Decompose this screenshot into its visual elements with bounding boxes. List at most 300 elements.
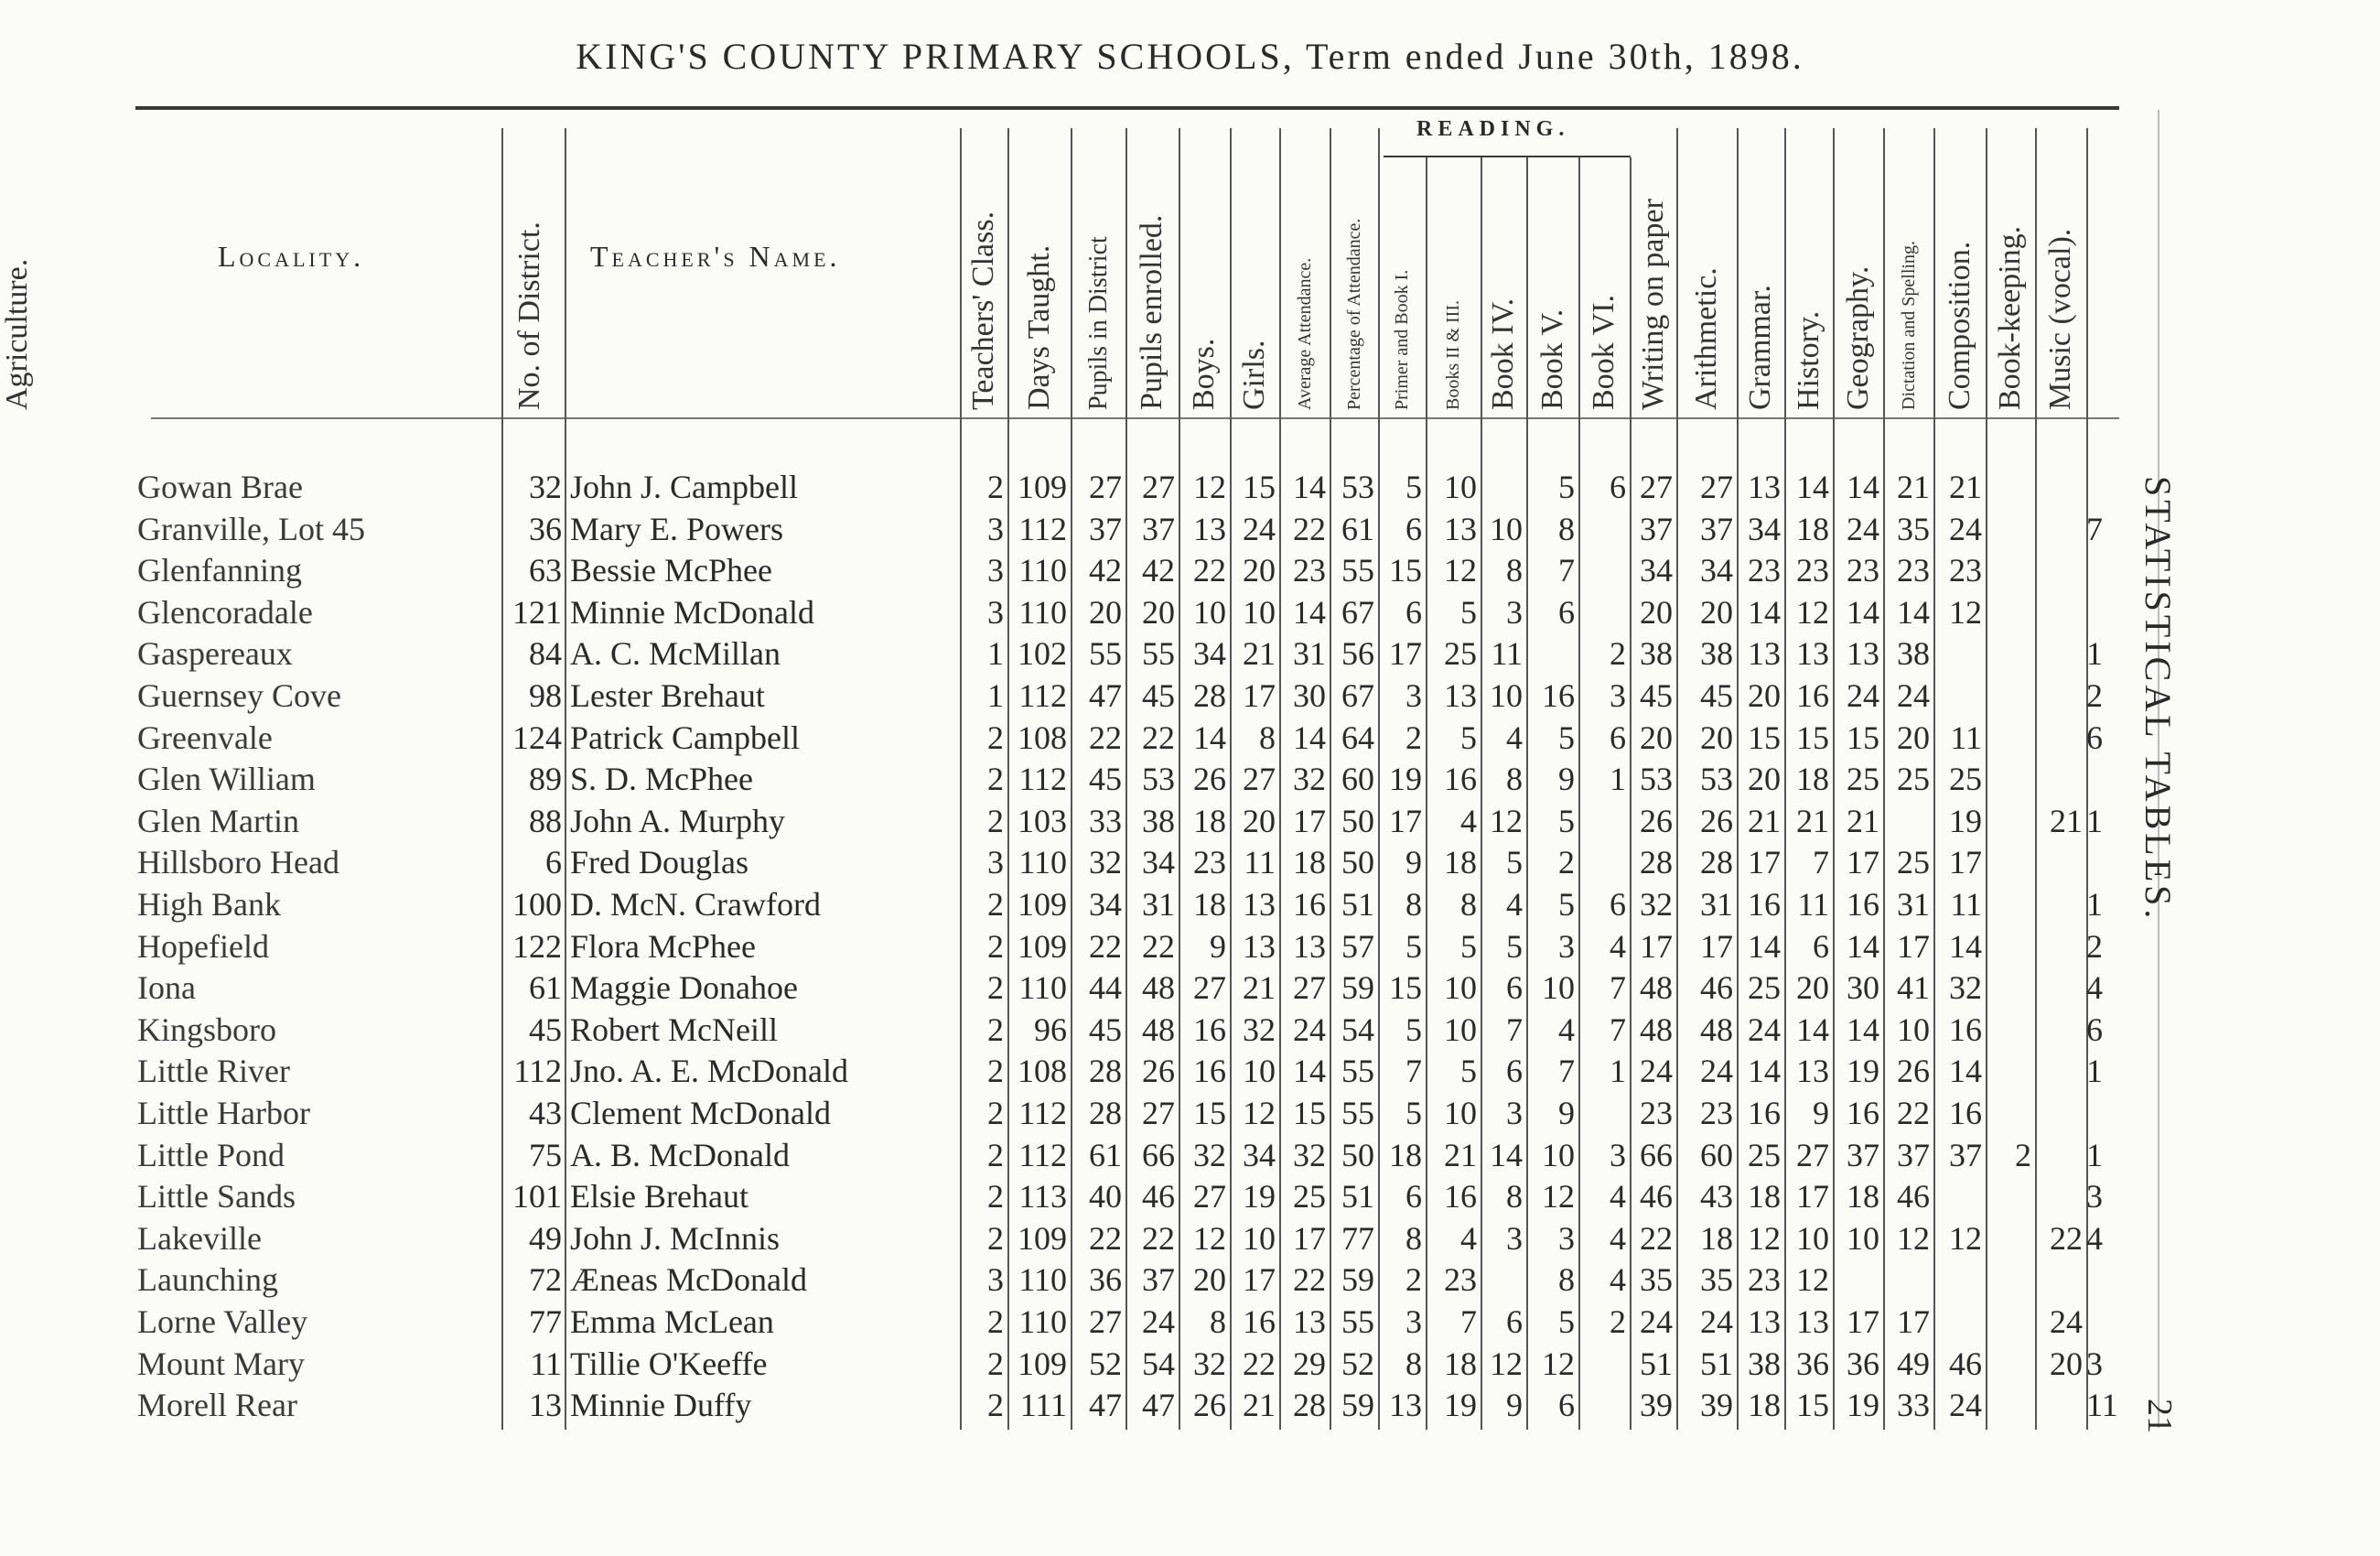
value-cell: 18 xyxy=(1748,1387,1781,1423)
value-cell: 17 xyxy=(1243,677,1276,714)
value-cell: 16 xyxy=(1748,1095,1781,1131)
teacher-cell: Mary E. Powers xyxy=(570,511,783,547)
value-cell: 8 xyxy=(1259,719,1276,756)
value-cell: 44 xyxy=(1089,969,1122,1006)
value-cell: 11 xyxy=(1950,719,1982,756)
value-cell: 17 xyxy=(1700,928,1733,965)
value-cell: 16 xyxy=(1949,1011,1982,1048)
value-cell: 26 xyxy=(1897,1053,1930,1089)
value-cell: 14 xyxy=(1847,928,1879,965)
header-girls: Girls. xyxy=(1237,340,1271,410)
value-cell: 12 xyxy=(1748,1220,1781,1257)
value-cell: 19 xyxy=(1847,1053,1879,1089)
value-cell: 38 xyxy=(1142,803,1175,839)
value-cell: 15 xyxy=(1193,1095,1226,1131)
value-cell: 9 xyxy=(1506,1387,1523,1423)
value-cell: 5 xyxy=(1460,594,1477,631)
value-cell: 25 xyxy=(1444,635,1477,672)
value-cell: 37 xyxy=(1089,511,1122,547)
value-cell: 28 xyxy=(1700,844,1733,881)
value-cell: 1 xyxy=(2086,803,2103,839)
value-cell: 8 xyxy=(1558,1261,1575,1298)
value-cell: 46 xyxy=(1142,1178,1175,1215)
value-cell: 22 xyxy=(1640,1220,1673,1257)
value-cell: 3 xyxy=(987,511,1004,547)
value-cell: 4 xyxy=(1610,1220,1626,1257)
value-cell: 42 xyxy=(1142,552,1175,589)
value-cell: 27 xyxy=(1193,969,1226,1006)
value-cell: 26 xyxy=(1700,803,1733,839)
district-cell: 32 xyxy=(529,469,562,505)
header-composition: Composition. xyxy=(1943,241,1976,410)
teacher-cell: Minnie Duffy xyxy=(570,1387,752,1423)
value-cell: 112 xyxy=(1018,761,1067,797)
value-cell: 13 xyxy=(1748,1303,1781,1340)
value-cell: 5 xyxy=(1460,719,1477,756)
value-cell: 27 xyxy=(1243,761,1276,797)
value-cell: 45 xyxy=(1700,677,1733,714)
value-cell: 31 xyxy=(1700,886,1733,923)
value-cell: 54 xyxy=(1142,1345,1175,1382)
header-bottom-rule xyxy=(151,417,2119,419)
value-cell: 17 xyxy=(1640,928,1673,965)
value-cell: 13 xyxy=(1748,635,1781,672)
value-cell: 34 xyxy=(1700,552,1733,589)
value-cell: 23 xyxy=(1444,1261,1477,1298)
value-cell: 7 xyxy=(1460,1303,1477,1340)
district-cell: 88 xyxy=(529,803,562,839)
header-history: History. xyxy=(1792,310,1825,410)
value-cell: 37 xyxy=(1142,1261,1175,1298)
value-cell: 13 xyxy=(1847,635,1879,672)
value-cell: 13 xyxy=(1293,928,1326,965)
value-cell: 35 xyxy=(1897,511,1930,547)
value-cell: 14 xyxy=(1748,594,1781,631)
teacher-cell: Emma McLean xyxy=(570,1303,774,1340)
value-cell: 52 xyxy=(1341,1345,1374,1382)
value-cell: 24 xyxy=(1847,677,1879,714)
header-primer-and-book-i: Primer and Book I. xyxy=(1392,269,1412,410)
value-cell: 3 xyxy=(2086,1178,2103,1215)
value-cell: 109 xyxy=(1018,1345,1067,1382)
header-days-taught: Days Taught. xyxy=(1022,244,1056,410)
value-cell: 12 xyxy=(1542,1345,1575,1382)
value-cell: 17 xyxy=(1748,844,1781,881)
value-cell: 10 xyxy=(1243,1220,1276,1257)
locality-cell: High Bank xyxy=(137,886,281,923)
value-cell: 19 xyxy=(1444,1387,1477,1423)
value-cell: 28 xyxy=(1089,1053,1122,1089)
value-cell: 16 xyxy=(1243,1303,1276,1340)
value-cell: 18 xyxy=(1193,803,1226,839)
value-cell: 15 xyxy=(1243,469,1276,505)
value-cell: 47 xyxy=(1142,1387,1175,1423)
value-cell: 23 xyxy=(1700,1095,1733,1131)
value-cell: 64 xyxy=(1341,719,1374,756)
page-title: KING'S COUNTY PRIMARY SCHOOLS, Term ended June 30th, 1898. xyxy=(576,36,1804,77)
value-cell: 23 xyxy=(1748,1261,1781,1298)
value-cell: 10 xyxy=(1444,1011,1477,1048)
value-cell: 7 xyxy=(2086,511,2103,547)
value-cell: 55 xyxy=(1142,635,1175,672)
teacher-cell: Robert McNeill xyxy=(570,1011,778,1048)
value-cell: 16 xyxy=(1748,886,1781,923)
value-cell: 17 xyxy=(1243,1261,1276,1298)
value-cell: 4 xyxy=(1460,1220,1477,1257)
district-cell: 61 xyxy=(529,969,562,1006)
value-cell: 16 xyxy=(1847,886,1879,923)
value-cell: 53 xyxy=(1700,761,1733,797)
value-cell: 13 xyxy=(1444,677,1477,714)
value-cell: 19 xyxy=(1847,1387,1879,1423)
value-cell: 9 xyxy=(1813,1095,1829,1131)
value-cell: 20 xyxy=(2050,1345,2083,1382)
value-cell: 50 xyxy=(1341,844,1374,881)
value-cell: 4 xyxy=(1460,803,1477,839)
value-cell: 10 xyxy=(1542,969,1575,1006)
page-number: 21 xyxy=(2140,1399,2179,1433)
value-cell: 6 xyxy=(1506,1053,1523,1089)
value-cell: 108 xyxy=(1018,1053,1067,1089)
value-cell: 22 xyxy=(1293,511,1326,547)
value-cell: 2 xyxy=(2015,1137,2031,1173)
value-cell: 21 xyxy=(1444,1137,1477,1173)
value-cell: 12 xyxy=(1193,469,1226,505)
value-cell: 46 xyxy=(1640,1178,1673,1215)
value-cell: 48 xyxy=(1700,1011,1733,1048)
value-cell: 7 xyxy=(1813,844,1829,881)
value-cell: 34 xyxy=(1193,635,1226,672)
value-cell: 1 xyxy=(987,635,1004,672)
value-cell: 25 xyxy=(1847,761,1879,797)
value-cell: 26 xyxy=(1193,761,1226,797)
value-cell: 5 xyxy=(1405,928,1422,965)
value-cell: 3 xyxy=(987,552,1004,589)
value-cell: 3 xyxy=(1506,1220,1523,1257)
value-cell: 14 xyxy=(1847,469,1879,505)
locality-cell: Gowan Brae xyxy=(137,469,303,505)
value-cell: 40 xyxy=(1089,1178,1122,1215)
value-cell: 21 xyxy=(1748,803,1781,839)
value-cell: 3 xyxy=(987,594,1004,631)
value-cell: 36 xyxy=(1847,1345,1879,1382)
value-cell: 1 xyxy=(987,677,1004,714)
value-cell: 33 xyxy=(1089,803,1122,839)
value-cell: 50 xyxy=(1341,803,1374,839)
value-cell: 14 xyxy=(1293,719,1326,756)
value-cell: 23 xyxy=(1796,552,1829,589)
value-cell: 32 xyxy=(1949,969,1982,1006)
value-cell: 15 xyxy=(1796,719,1829,756)
teacher-cell: John J. Campbell xyxy=(570,469,798,505)
district-cell: 101 xyxy=(512,1178,562,1215)
value-cell: 42 xyxy=(1089,552,1122,589)
value-cell: 49 xyxy=(1897,1345,1930,1382)
value-cell: 51 xyxy=(1700,1345,1733,1382)
value-cell: 21 xyxy=(1847,803,1879,839)
value-cell: 24 xyxy=(1897,677,1930,714)
value-cell: 5 xyxy=(1558,469,1575,505)
value-cell: 112 xyxy=(1018,1095,1067,1131)
value-cell: 8 xyxy=(1405,1345,1422,1382)
value-cell: 22 xyxy=(1243,1345,1276,1382)
value-cell: 26 xyxy=(1193,1387,1226,1423)
value-cell: 14 xyxy=(1796,469,1829,505)
header-book-v: Book V. xyxy=(1535,308,1569,410)
value-cell: 3 xyxy=(987,1261,1004,1298)
district-cell: 84 xyxy=(529,635,562,672)
value-cell: 52 xyxy=(1089,1345,1122,1382)
value-cell: 4 xyxy=(1558,1011,1575,1048)
value-cell: 34 xyxy=(1089,886,1122,923)
value-cell: 13 xyxy=(1444,511,1477,547)
district-cell: 121 xyxy=(512,594,562,631)
value-cell: 24 xyxy=(2050,1303,2083,1340)
value-cell: 112 xyxy=(1018,511,1067,547)
value-cell: 53 xyxy=(1640,761,1673,797)
value-cell: 110 xyxy=(1018,594,1067,631)
value-cell: 6 xyxy=(1506,1303,1523,1340)
value-cell: 6 xyxy=(2086,719,2103,756)
value-cell: 5 xyxy=(1558,719,1575,756)
value-cell: 43 xyxy=(1700,1178,1733,1215)
value-cell: 3 xyxy=(1405,1303,1422,1340)
value-cell: 24 xyxy=(1243,511,1276,547)
value-cell: 4 xyxy=(2086,969,2103,1006)
value-cell: 2 xyxy=(1610,1303,1626,1340)
value-cell: 2 xyxy=(987,928,1004,965)
value-cell: 36 xyxy=(1796,1345,1829,1382)
value-cell: 2 xyxy=(987,1178,1004,1215)
value-cell: 25 xyxy=(1293,1178,1326,1215)
value-cell: 18 xyxy=(1444,844,1477,881)
value-cell: 27 xyxy=(1293,969,1326,1006)
header-writing-on-paper: Writing on paper xyxy=(1636,199,1670,410)
value-cell: 12 xyxy=(1193,1220,1226,1257)
value-cell: 24 xyxy=(1847,511,1879,547)
value-cell: 45 xyxy=(1089,1011,1122,1048)
locality-cell: Guernsey Cove xyxy=(137,677,341,714)
value-cell: 2 xyxy=(987,469,1004,505)
value-cell: 5 xyxy=(1506,844,1523,881)
value-cell: 13 xyxy=(1243,886,1276,923)
value-cell: 110 xyxy=(1018,1303,1067,1340)
locality-cell: Glen Martin xyxy=(137,803,299,839)
locality-cell: Hillsboro Head xyxy=(137,844,339,881)
locality-cell: Hopefield xyxy=(137,928,269,965)
value-cell: 22 xyxy=(1089,928,1122,965)
locality-cell: Launching xyxy=(137,1261,278,1298)
value-cell: 26 xyxy=(1142,1053,1175,1089)
header-geography: Geography. xyxy=(1841,265,1875,410)
value-cell: 20 xyxy=(1748,677,1781,714)
value-cell: 2 xyxy=(2086,677,2103,714)
locality-cell: Mount Mary xyxy=(137,1345,305,1382)
value-cell: 46 xyxy=(1700,969,1733,1006)
value-cell: 20 xyxy=(1700,594,1733,631)
value-cell: 18 xyxy=(1293,844,1326,881)
value-cell: 2 xyxy=(987,719,1004,756)
teacher-cell: Æneas McDonald xyxy=(570,1261,807,1298)
value-cell: 38 xyxy=(1640,635,1673,672)
locality-cell: Greenvale xyxy=(137,719,273,756)
value-cell: 10 xyxy=(1796,1220,1829,1257)
value-cell: 48 xyxy=(1640,1011,1673,1048)
value-cell: 5 xyxy=(1558,886,1575,923)
value-cell: 10 xyxy=(1193,594,1226,631)
value-cell: 96 xyxy=(1034,1011,1067,1048)
value-cell: 4 xyxy=(1506,886,1523,923)
value-cell: 20 xyxy=(1640,594,1673,631)
teacher-cell: A. B. McDonald xyxy=(570,1137,790,1173)
value-cell: 34 xyxy=(1640,552,1673,589)
value-cell: 12 xyxy=(1243,1095,1276,1131)
district-cell: 36 xyxy=(529,511,562,547)
teacher-cell: Elsie Brehaut xyxy=(570,1178,748,1215)
value-cell: 14 xyxy=(1293,594,1326,631)
value-cell: 22 xyxy=(1142,928,1175,965)
value-cell: 60 xyxy=(1341,761,1374,797)
value-cell: 61 xyxy=(1089,1137,1122,1173)
reading-group-rule xyxy=(1384,156,1631,157)
value-cell: 66 xyxy=(1640,1137,1673,1173)
value-cell: 14 xyxy=(1748,1053,1781,1089)
value-cell: 8 xyxy=(1506,552,1523,589)
value-cell: 22 xyxy=(1142,719,1175,756)
value-cell: 27 xyxy=(1142,1095,1175,1131)
value-cell: 24 xyxy=(1293,1011,1326,1048)
value-cell: 17 xyxy=(1949,844,1982,881)
value-cell: 31 xyxy=(1293,635,1326,672)
value-cell: 22 xyxy=(1089,719,1122,756)
header-book-keeping: Book-keeping. xyxy=(1993,225,2027,410)
value-cell: 27 xyxy=(1193,1178,1226,1215)
value-cell: 10 xyxy=(1542,1137,1575,1173)
value-cell: 33 xyxy=(1897,1387,1930,1423)
value-cell: 3 xyxy=(1558,1220,1575,1257)
value-cell: 4 xyxy=(1610,928,1626,965)
value-cell: 28 xyxy=(1640,844,1673,881)
value-cell: 12 xyxy=(1796,1261,1829,1298)
value-cell: 25 xyxy=(1949,761,1982,797)
value-cell: 37 xyxy=(1949,1137,1982,1173)
value-cell: 37 xyxy=(1640,511,1673,547)
value-cell: 2 xyxy=(987,803,1004,839)
value-cell: 14 xyxy=(1293,1053,1326,1089)
district-cell: 77 xyxy=(529,1303,562,1340)
value-cell: 17 xyxy=(1847,1303,1879,1340)
value-cell: 10 xyxy=(1444,469,1477,505)
value-cell: 28 xyxy=(1089,1095,1122,1131)
value-cell: 2 xyxy=(987,969,1004,1006)
header-pupils-in-district: Pupils in District xyxy=(1084,236,1113,410)
value-cell: 111 xyxy=(1019,1387,1067,1423)
value-cell: 14 xyxy=(1193,719,1226,756)
value-cell: 8 xyxy=(1405,1220,1422,1257)
district-cell: 112 xyxy=(513,1053,562,1089)
value-cell: 13 xyxy=(1243,928,1276,965)
locality-cell: Little River xyxy=(137,1053,290,1089)
value-cell: 38 xyxy=(1748,1345,1781,1382)
value-cell: 109 xyxy=(1018,469,1067,505)
value-cell: 14 xyxy=(1847,1011,1879,1048)
value-cell: 7 xyxy=(1610,969,1626,1006)
value-cell: 37 xyxy=(1142,511,1175,547)
value-cell: 4 xyxy=(1610,1178,1626,1215)
teacher-cell: Lester Brehaut xyxy=(570,677,765,714)
side-title: STATISTICAL TABLES. xyxy=(2138,476,2179,923)
value-cell: 11 xyxy=(2086,1387,2118,1423)
value-cell: 16 xyxy=(1444,1178,1477,1215)
district-cell: 89 xyxy=(529,761,562,797)
value-cell: 53 xyxy=(1341,469,1374,505)
value-cell: 20 xyxy=(1640,719,1673,756)
value-cell: 18 xyxy=(1193,886,1226,923)
value-cell: 20 xyxy=(1897,719,1930,756)
value-cell: 112 xyxy=(1018,677,1067,714)
value-cell: 32 xyxy=(1243,1011,1276,1048)
value-cell: 21 xyxy=(1897,469,1930,505)
value-cell: 17 xyxy=(1897,1303,1930,1340)
value-cell: 21 xyxy=(1243,1387,1276,1423)
value-cell: 8 xyxy=(1460,886,1477,923)
value-cell: 3 xyxy=(1558,928,1575,965)
value-cell: 39 xyxy=(1700,1387,1733,1423)
district-cell: 43 xyxy=(529,1095,562,1131)
value-cell: 11 xyxy=(1950,886,1982,923)
value-cell: 2 xyxy=(1405,1261,1422,1298)
value-cell: 29 xyxy=(1293,1345,1326,1382)
value-cell: 59 xyxy=(1341,1261,1374,1298)
teacher-cell: Clement McDonald xyxy=(570,1095,831,1131)
value-cell: 16 xyxy=(1847,1095,1879,1131)
teacher-cell: Jno. A. E. McDonald xyxy=(570,1053,848,1089)
value-cell: 2 xyxy=(987,1011,1004,1048)
header-percentage-of-attendance: Percentage of Attendance. xyxy=(1344,218,1364,410)
value-cell: 55 xyxy=(1341,1303,1374,1340)
value-cell: 31 xyxy=(1142,886,1175,923)
teacher-cell: D. McN. Crawford xyxy=(570,886,821,923)
header-boys: Boys. xyxy=(1187,338,1221,410)
locality-cell: Granville, Lot 45 xyxy=(137,511,365,547)
value-cell: 24 xyxy=(1748,1011,1781,1048)
value-cell: 46 xyxy=(1949,1345,1982,1382)
value-cell: 9 xyxy=(1558,761,1575,797)
value-cell: 8 xyxy=(1405,886,1422,923)
teacher-cell: A. C. McMillan xyxy=(570,635,781,672)
value-cell: 8 xyxy=(1506,761,1523,797)
district-cell: 63 xyxy=(529,552,562,589)
value-cell: 66 xyxy=(1142,1137,1175,1173)
value-cell: 5 xyxy=(1460,1053,1477,1089)
value-cell: 32 xyxy=(1193,1137,1226,1173)
value-cell: 5 xyxy=(1558,1303,1575,1340)
value-cell: 23 xyxy=(1949,552,1982,589)
value-cell: 77 xyxy=(1341,1220,1374,1257)
value-cell: 67 xyxy=(1341,677,1374,714)
value-cell: 5 xyxy=(1405,469,1422,505)
value-cell: 113 xyxy=(1018,1178,1067,1215)
column-rule xyxy=(1986,128,1987,1430)
value-cell: 2 xyxy=(987,1095,1004,1131)
value-cell: 3 xyxy=(2086,1345,2103,1382)
value-cell: 53 xyxy=(1142,761,1175,797)
value-cell: 50 xyxy=(1341,1137,1374,1173)
value-cell: 12 xyxy=(1949,594,1982,631)
value-cell: 17 xyxy=(1389,803,1422,839)
value-cell: 60 xyxy=(1700,1137,1733,1173)
value-cell: 10 xyxy=(1897,1011,1930,1048)
